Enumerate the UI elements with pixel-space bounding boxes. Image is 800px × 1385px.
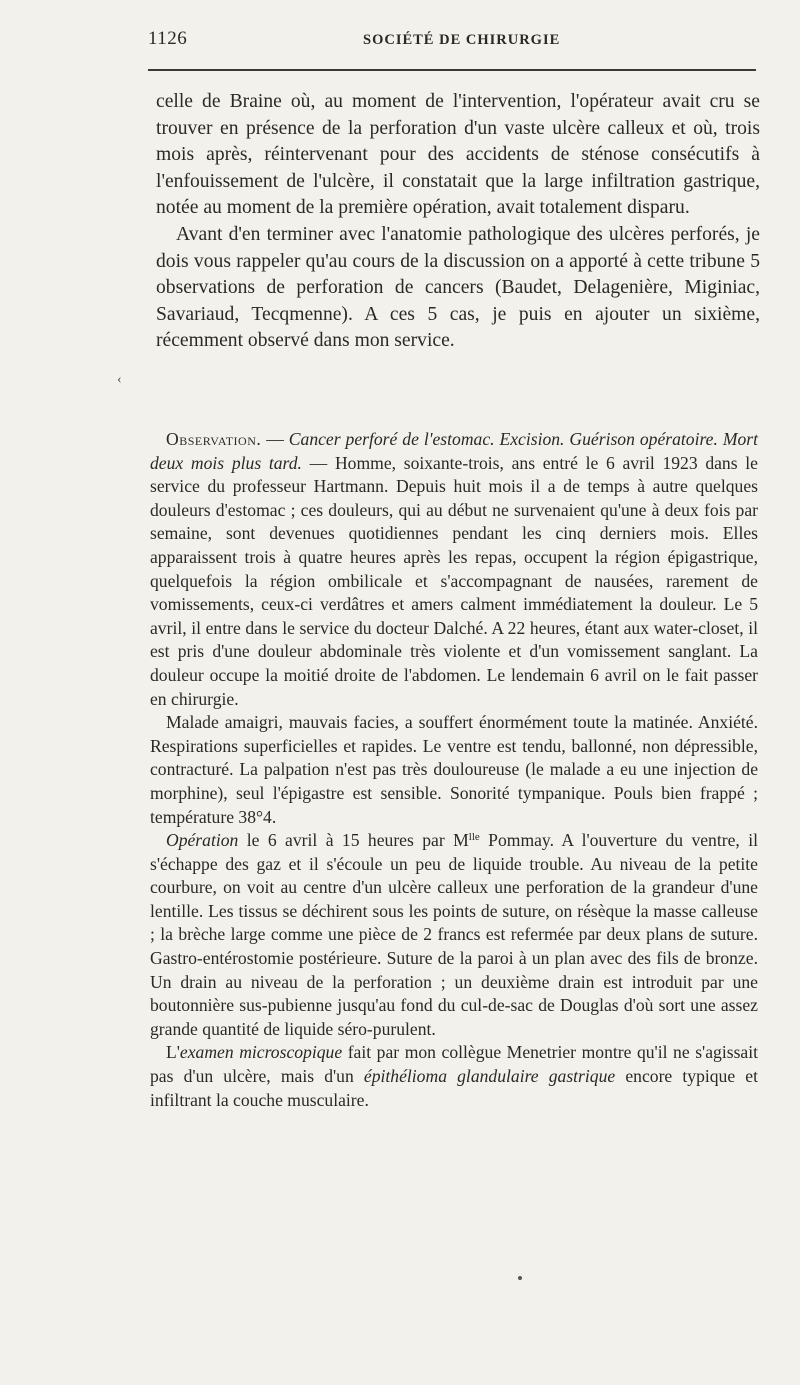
- page-number: 1126: [148, 28, 188, 49]
- observation-history: — Homme, soixante-trois, ans entré le 6 avril 1923 dans le service du professeur Hartmann. Depuis huit mois il a de temps à autre quelques douleurs d'estomac ; ces douleurs, qui au début ne survenaient qu'une à deux fois par semaine, sont devenues quotidiennes pendant les cinq derniers mois. Elles apparaissent trois à quatre heures après les repas, occupent la région épigastrique, quelquefois la région ombilicale et s'accompagnant de nausées, rarement de vomissements, ceux-ci verdâtres et amers calment immédiatement la douleur. Le 5 avril, il entre dans le service du docteur Dalché. A 22 heures, étant aux water-closet, il est pris d'une douleur abdominale très violente et d'un vomissement sanglant. La douleur occupe la moitié droite de l'abdomen. Le lendemain 6 avril on le fait passer en chirurgie.: [150, 452, 758, 709]
- header-rule: [148, 69, 756, 71]
- page-header: [148, 28, 758, 58]
- paragraph-cancers: Avant d'en terminer avec l'anatomie pathologique des ulcères perforés, je dois vous rappeler qu'au cours de la discussion on a apporté à cette tribune 5 observations de perforation de cancers (Baudet, Delagenière, Miginiac, Savariaud, Tecqmenne). A ces 5 cas, je puis en ajouter un sixième, récemment observé dans mon service.: [156, 223, 760, 352]
- exam-prefix: L': [166, 1042, 180, 1063]
- observation-intro: [150, 428, 758, 711]
- observation-dash: —: [261, 429, 289, 449]
- main-text: [156, 89, 760, 355]
- paragraph-examen: [150, 1041, 758, 1112]
- exam-text-1: fait par mon collègue Menetrier montre qu'il ne s'agissait pas d'un ulcère, mais d'un: [150, 1042, 759, 1087]
- observation-section: [150, 428, 758, 1112]
- running-title: SOCIÉTÉ DE CHIRURGIE: [363, 32, 561, 48]
- exam-label: examen microscopique: [179, 1042, 343, 1063]
- paragraph-continuation: celle de Braine où, au moment de l'intervention, l'opérateur avait cru se trouver en présence de la perforation d'un vaste ulcère calleux et où, trois mois après, réintervenant pour des accidents de sténose consécutifs à l'enfouissement de l'ulcère, il constatait que la large infiltration gastrique, notée au moment de la première opération, avait totalement disparu.: [156, 91, 760, 219]
- exam-text-2: encore typique et infiltrant la couche musculaire.: [150, 1066, 758, 1110]
- paragraph-malade: Malade amaigri, mauvais facies, a souffert énormément toute la matinée. Anxiété. Respirations superficielles et rapides. Le ventre est tendu, ballonné, non dépressible, contracturé. La palpation n'est pas très douloureuse (le malade a eu une injection de morphine), seul l'épigastre est sensible. Sonorité tympanique. Pouls bien frappé ; température 38°4.: [150, 712, 758, 827]
- paragraph-operation: [150, 829, 758, 1041]
- observation-title: Cancer perforé de l'estomac. Excision. Guérison opératoire. Mort deux mois plus tard.: [150, 429, 759, 473]
- exam-diagnosis: épithélioma glandulaire gastrique: [363, 1066, 616, 1087]
- operation-sup: lle: [468, 831, 480, 844]
- margin-mark: ‹: [117, 372, 122, 387]
- operation-text-1: le 6 avril à 15 heures par M: [238, 830, 469, 851]
- print-speck: [518, 1276, 522, 1280]
- operation-text-2: Pommay. A l'ouverture du ventre, il s'échappe des gaz et il s'écoule un peu de liquide trouble. Au niveau de la petite courbure, on voit au centre d'un ulcère calleux une perforation de la grandeur d'une lentille. Les tissus se déchirent sous les points de suture, on résèque la masse calleuse ; la brèche large comme une pièce de 2 francs est refermée par deux plans de suture. Gastro-entérostomie postérieure. Suture de la paroi à un plan avec des fils de bronze. Un drain au niveau de la perforation ; un deuxième drain est introduit par une boutonnière sus-pubienne jusqu'au fond du cul-de-sac de Douglas d'où sort une assez grande quantité de liquide séro-purulent.: [150, 830, 758, 1039]
- observation-label: Observation.: [166, 429, 262, 449]
- operation-label: Opération: [166, 830, 239, 851]
